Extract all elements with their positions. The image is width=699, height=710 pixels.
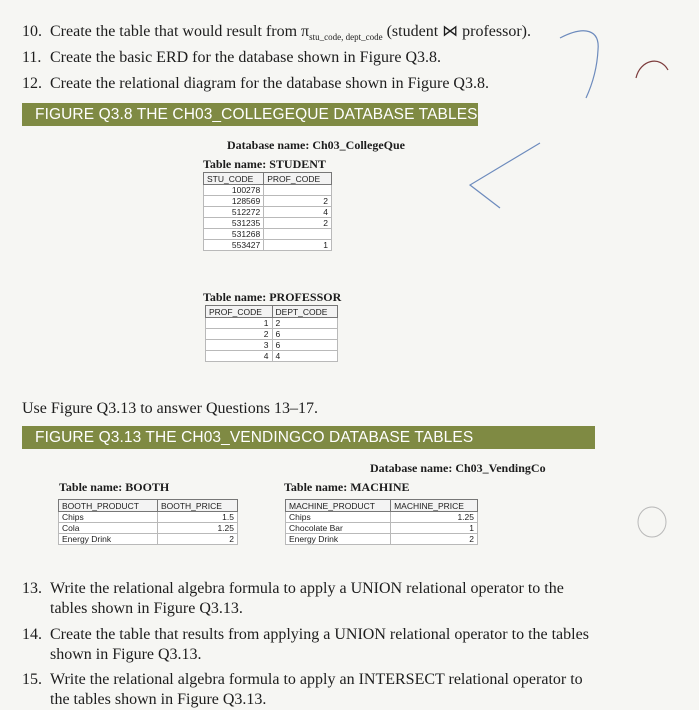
cell: 2 xyxy=(264,196,332,207)
pen-circle-stroke xyxy=(638,507,666,537)
db-name-vending: Database name: Ch03_VendingCo xyxy=(370,461,546,475)
cell: 2 xyxy=(272,318,337,329)
question-number: 10. xyxy=(22,23,42,40)
cell: 4 xyxy=(206,351,273,362)
cell: 1 xyxy=(206,318,273,329)
cell: Chocolate Bar xyxy=(286,523,391,534)
column-header: BOOTH_PRICE xyxy=(157,500,237,512)
cell: 1.25 xyxy=(157,523,237,534)
pen-arrow-stroke xyxy=(470,143,540,208)
column-header: PROF_CODE xyxy=(264,173,332,185)
pen-curve-stroke xyxy=(560,31,598,98)
figure-q313-title: FIGURE Q3.13 THE CH03_VENDINGCO DATABASE TABLES xyxy=(22,426,595,449)
cell: 1.25 xyxy=(391,512,478,523)
cell: 3 xyxy=(206,340,273,351)
question-number: 15. xyxy=(22,671,42,688)
projection-subscript: stu_code, dept_code xyxy=(309,32,383,43)
cell: 512272 xyxy=(204,207,264,218)
use-figure-instruction: Use Figure Q3.13 to answer Questions 13–17. xyxy=(22,400,318,417)
cell: 6 xyxy=(272,340,337,351)
cell: 2 xyxy=(264,218,332,229)
machine-table-label: Table name: MACHINE xyxy=(284,480,410,494)
cell: Chips xyxy=(59,512,158,523)
cell: Energy Drink xyxy=(59,534,158,545)
column-header: DEPT_CODE xyxy=(272,306,337,318)
question-number: 13. xyxy=(22,580,42,597)
cell: 2 xyxy=(391,534,478,545)
column-header: PROF_CODE xyxy=(206,306,273,318)
cell: Cola xyxy=(59,523,158,534)
cell: 4 xyxy=(272,351,337,362)
booth-table-label: Table name: BOOTH xyxy=(59,480,170,494)
cell: 1 xyxy=(391,523,478,534)
cell: 553427 xyxy=(204,240,264,251)
question-text: Create the basic ERD for the database shown in Figure Q3.8. xyxy=(50,49,442,66)
cell: 1 xyxy=(264,240,332,251)
db-name-college: Database name: Ch03_CollegeQue xyxy=(227,138,405,152)
pen-bracket-stroke xyxy=(636,61,668,78)
cell: 2 xyxy=(157,534,237,545)
cell: 128569 xyxy=(204,196,264,207)
column-header: BOOTH_PRODUCT xyxy=(59,500,158,512)
student-table-label: Table name: STUDENT xyxy=(203,157,326,171)
column-header: MACHINE_PRODUCT xyxy=(286,500,391,512)
cell: 4 xyxy=(264,207,332,218)
professor-table-label: Table name: PROFESSOR xyxy=(203,290,342,304)
question-text-post: (student ⋈ professor). xyxy=(382,23,532,40)
cell: 6 xyxy=(272,329,337,340)
cell: 1.5 xyxy=(157,512,237,523)
question-number: 12. xyxy=(22,75,42,92)
question-text: Create the relational diagram for the database shown in Figure Q3.8. xyxy=(50,75,489,92)
question-text: Write the relational algebra formula to apply an INTERSECT relational operator to the tables shown in Figure Q3.13. xyxy=(50,671,583,708)
question-text-pre: Create the table that would result from π xyxy=(50,23,310,40)
cell: 531235 xyxy=(204,218,264,229)
question-number: 11. xyxy=(22,49,42,66)
column-header: STU_CODE xyxy=(204,173,264,185)
cell: Chips xyxy=(286,512,391,523)
question-text: Create the table that results from applying a UNION relational operator to the tables shown in Figure Q3.13. xyxy=(50,626,589,663)
cell: 2 xyxy=(206,329,273,340)
figure-q38-title: FIGURE Q3.8 THE CH03_COLLEGEQUE DATABASE TABLES xyxy=(22,103,478,126)
cell: Energy Drink xyxy=(286,534,391,545)
cell: 100278 xyxy=(204,185,264,196)
column-header: MACHINE_PRICE xyxy=(391,500,478,512)
question-number: 14. xyxy=(22,626,42,643)
question-text: Write the relational algebra formula to apply a UNION relational operator to the tables shown in Figure Q3.13. xyxy=(50,580,564,617)
cell: 531268 xyxy=(204,229,264,240)
